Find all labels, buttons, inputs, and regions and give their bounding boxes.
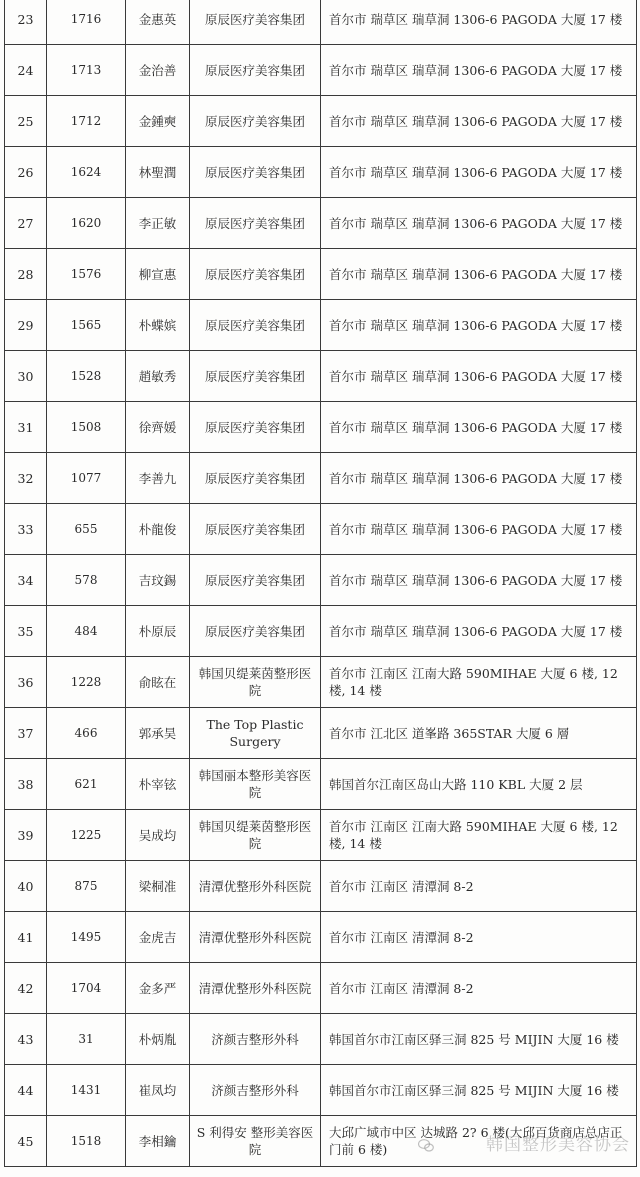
table-row (5, 300, 637, 351)
row-index-cell: 28 (5, 249, 47, 300)
row-index-cell: 29 (5, 300, 47, 351)
table-row (5, 0, 637, 45)
member-name-cell: 金治善 (126, 45, 190, 96)
organization-cell: 清潭优整形外科医院 (190, 912, 321, 963)
table-row (5, 657, 637, 708)
member-number-cell: 578 (47, 555, 126, 606)
address-cell: 首尔市 瑞草区 瑞草洞 1306-6 PAGODA 大厦 17 楼 (321, 351, 637, 402)
row-index-cell: 25 (5, 96, 47, 147)
address-cell: 首尔市 江南区 江南大路 590MIHAE 大厦 6 楼, 12 楼, 14 楼 (321, 810, 637, 861)
member-name-cell: 俞眩在 (126, 657, 190, 708)
address-cell: 首尔市 瑞草区 瑞草洞 1306-6 PAGODA 大厦 17 楼 (321, 504, 637, 555)
member-number-cell: 1225 (47, 810, 126, 861)
watermark-text: 韩国整形美容协会 (486, 1135, 630, 1155)
organization-cell: 济颜吉整形外科 (190, 1065, 321, 1116)
member-number-cell: 1077 (47, 453, 126, 504)
row-index-cell: 31 (5, 402, 47, 453)
row-index-cell: 37 (5, 708, 47, 759)
table-row (5, 249, 637, 300)
member-name-cell: 李相鑰 (126, 1116, 190, 1167)
organization-cell: 原辰医疗美容集团 (190, 555, 321, 606)
member-name-cell: 吉玟錫 (126, 555, 190, 606)
member-number-cell: 1565 (47, 300, 126, 351)
address-cell: 首尔市 瑞草区 瑞草洞 1306-6 PAGODA 大厦 17 楼 (321, 147, 637, 198)
organization-cell: 原辰医疗美容集团 (190, 147, 321, 198)
row-index-cell: 23 (5, 0, 47, 45)
member-table (4, 0, 637, 1167)
member-number-cell: 31 (47, 1014, 126, 1065)
member-name-cell: 金多严 (126, 963, 190, 1014)
row-index-cell: 36 (5, 657, 47, 708)
address-cell: 首尔市 瑞草区 瑞草洞 1306-6 PAGODA 大厦 17 楼 (321, 96, 637, 147)
member-name-cell: 李正敏 (126, 198, 190, 249)
address-cell: 首尔市 瑞草区 瑞草洞 1306-6 PAGODA 大厦 17 楼 (321, 0, 637, 45)
table-row (5, 1116, 637, 1167)
table-row (5, 402, 637, 453)
table-row (5, 708, 637, 759)
organization-cell: 原辰医疗美容集团 (190, 300, 321, 351)
table-row (5, 555, 637, 606)
address-cell: 首尔市 江南区 江南大路 590MIHAE 大厦 6 楼, 12 楼, 14 楼 (321, 657, 637, 708)
member-number-cell: 655 (47, 504, 126, 555)
member-name-cell: 梁桐准 (126, 861, 190, 912)
member-name-cell: 朴宰铉 (126, 759, 190, 810)
member-name-cell: 金惠英 (126, 0, 190, 45)
member-number-cell: 1431 (47, 1065, 126, 1116)
row-index-cell: 42 (5, 963, 47, 1014)
organization-cell: 清潭优整形外科医院 (190, 963, 321, 1014)
member-number-cell: 1228 (47, 657, 126, 708)
address-cell: 首尔市 瑞草区 瑞草洞 1306-6 PAGODA 大厦 17 楼 (321, 453, 637, 504)
table-row (5, 45, 637, 96)
row-index-cell: 39 (5, 810, 47, 861)
table-row (5, 504, 637, 555)
member-number-cell: 875 (47, 861, 126, 912)
organization-cell: 原辰医疗美容集团 (190, 249, 321, 300)
member-name-cell: 金虎吉 (126, 912, 190, 963)
address-cell: 首尔市 瑞草区 瑞草洞 1306-6 PAGODA 大厦 17 楼 (321, 45, 637, 96)
member-number-cell: 1712 (47, 96, 126, 147)
row-index-cell: 26 (5, 147, 47, 198)
organization-cell: 韩国贝缇莱茵整形医院 (190, 657, 321, 708)
member-name-cell: 林聖潤 (126, 147, 190, 198)
organization-cell: 济颜吉整形外科 (190, 1014, 321, 1065)
row-index-cell: 24 (5, 45, 47, 96)
table-row (5, 759, 637, 810)
member-name-cell: 朴原辰 (126, 606, 190, 657)
row-index-cell: 32 (5, 453, 47, 504)
member-name-cell: 李善九 (126, 453, 190, 504)
row-index-cell: 38 (5, 759, 47, 810)
member-number-cell: 484 (47, 606, 126, 657)
address-cell: 首尔市 瑞草区 瑞草洞 1306-6 PAGODA 大厦 17 楼 (321, 402, 637, 453)
table-row (5, 96, 637, 147)
member-name-cell: 吴成均 (126, 810, 190, 861)
address-cell: 首尔市 江北区 道峯路 365STAR 大厦 6 層 (321, 708, 637, 759)
row-index-cell: 30 (5, 351, 47, 402)
address-cell: 首尔市 江南区 清潭洞 8-2 (321, 912, 637, 963)
organization-cell: 原辰医疗美容集团 (190, 351, 321, 402)
table-row (5, 963, 637, 1014)
row-index-cell: 44 (5, 1065, 47, 1116)
member-name-cell: 朴龍俊 (126, 504, 190, 555)
organization-cell: 原辰医疗美容集团 (190, 198, 321, 249)
table-row (5, 1014, 637, 1065)
address-cell: 韩国首尔江南区岛山大路 110 KBL 大厦 2 层 (321, 759, 637, 810)
organization-cell: S 利得安 整形美容医院 (190, 1116, 321, 1167)
address-cell: 首尔市 江南区 清潭洞 8-2 (321, 861, 637, 912)
member-name-cell: 趙敏秀 (126, 351, 190, 402)
table-row (5, 198, 637, 249)
member-name-cell: 崔凤均 (126, 1065, 190, 1116)
table-row (5, 861, 637, 912)
table-row (5, 453, 637, 504)
member-number-cell: 1576 (47, 249, 126, 300)
organization-cell: 原辰医疗美容集团 (190, 504, 321, 555)
table-row (5, 810, 637, 861)
row-index-cell: 41 (5, 912, 47, 963)
member-number-cell: 1620 (47, 198, 126, 249)
member-number-cell: 1528 (47, 351, 126, 402)
address-cell: 首尔市 瑞草区 瑞草洞 1306-6 PAGODA 大厦 17 楼 (321, 606, 637, 657)
organization-cell: 韩国丽本整形美容医院 (190, 759, 321, 810)
member-number-cell: 1518 (47, 1116, 126, 1167)
address-cell: 韩国首尔市江南区驿三洞 825 号 MIJIN 大厦 16 楼 (321, 1014, 637, 1065)
member-table-body (5, 0, 637, 1167)
member-number-cell: 1716 (47, 0, 126, 45)
address-cell: 韩国首尔市江南区驿三洞 825 号 MIJIN 大厦 16 楼 (321, 1065, 637, 1116)
table-row (5, 606, 637, 657)
address-cell: 大邱广域市中区 达城路 2? 6 楼(大邱百货商店总店正门前 6 楼) (321, 1116, 637, 1167)
address-cell: 首尔市 瑞草区 瑞草洞 1306-6 PAGODA 大厦 17 楼 (321, 555, 637, 606)
member-name-cell: 柳宣惠 (126, 249, 190, 300)
table-row (5, 351, 637, 402)
organization-cell: 原辰医疗美容集团 (190, 402, 321, 453)
member-name-cell: 金鍾奭 (126, 96, 190, 147)
member-number-cell: 1713 (47, 45, 126, 96)
address-cell: 首尔市 瑞草区 瑞草洞 1306-6 PAGODA 大厦 17 楼 (321, 300, 637, 351)
organization-cell: 原辰医疗美容集团 (190, 96, 321, 147)
organization-cell: 原辰医疗美容集团 (190, 45, 321, 96)
organization-cell: 原辰医疗美容集团 (190, 453, 321, 504)
organization-cell: The Top Plastic Surgery (190, 708, 321, 759)
table-row (5, 1065, 637, 1116)
organization-cell: 原辰医疗美容集团 (190, 0, 321, 45)
organization-cell: 原辰医疗美容集团 (190, 606, 321, 657)
row-index-cell: 40 (5, 861, 47, 912)
address-cell: 首尔市 江南区 清潭洞 8-2 (321, 963, 637, 1014)
row-index-cell: 27 (5, 198, 47, 249)
member-name-cell: 朴蝶嫔 (126, 300, 190, 351)
row-index-cell: 43 (5, 1014, 47, 1065)
member-number-cell: 1495 (47, 912, 126, 963)
member-name-cell: 朴炳胤 (126, 1014, 190, 1065)
member-number-cell: 1704 (47, 963, 126, 1014)
organization-cell: 韩国贝缇莱茵整形医院 (190, 810, 321, 861)
row-index-cell: 33 (5, 504, 47, 555)
member-name-cell: 郭承昊 (126, 708, 190, 759)
organization-cell: 清潭优整形外科医院 (190, 861, 321, 912)
member-number-cell: 466 (47, 708, 126, 759)
address-cell: 首尔市 瑞草区 瑞草洞 1306-6 PAGODA 大厦 17 楼 (321, 249, 637, 300)
row-index-cell: 35 (5, 606, 47, 657)
member-number-cell: 1624 (47, 147, 126, 198)
table-row (5, 147, 637, 198)
row-index-cell: 34 (5, 555, 47, 606)
member-name-cell: 徐齊媛 (126, 402, 190, 453)
address-cell: 首尔市 瑞草区 瑞草洞 1306-6 PAGODA 大厦 17 楼 (321, 198, 637, 249)
table-row (5, 912, 637, 963)
row-index-cell: 45 (5, 1116, 47, 1167)
member-number-cell: 621 (47, 759, 126, 810)
member-number-cell: 1508 (47, 402, 126, 453)
